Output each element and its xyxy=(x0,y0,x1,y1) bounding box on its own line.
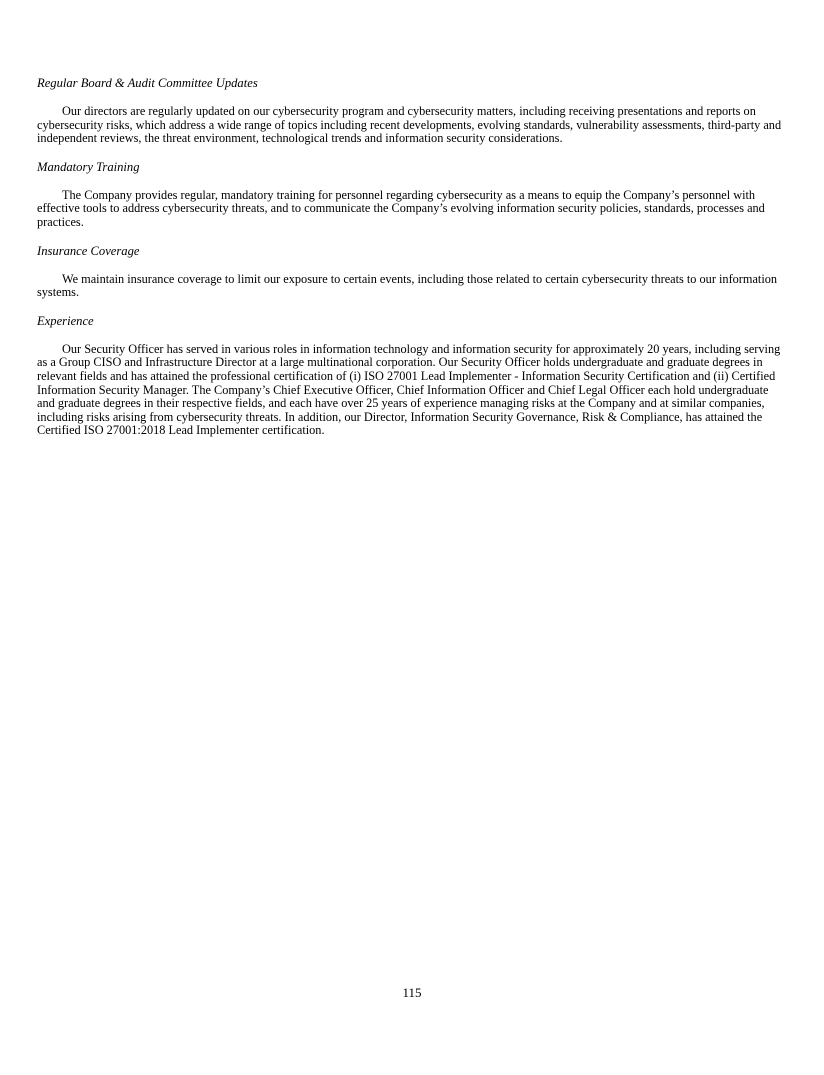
section-insurance-coverage xyxy=(37,244,787,300)
section-body: We maintain insurance coverage to limit our exposure to certain events, including those related to certain cybersecurity threats to our information systems. xyxy=(37,271,778,300)
page-number: 115 xyxy=(402,985,422,1000)
section-experience xyxy=(37,314,787,438)
section-mandatory-training xyxy=(37,160,787,230)
section-heading: Mandatory Training xyxy=(37,159,140,174)
document-page xyxy=(37,76,787,452)
section-heading: Experience xyxy=(37,313,94,328)
section-heading: Regular Board & Audit Committee Updates xyxy=(37,76,258,90)
section-board-updates xyxy=(37,76,787,146)
section-heading: Insurance Coverage xyxy=(37,243,140,258)
section-body: Our Security Officer has served in various roles in information technology and information security for approximately 20 years, including serving as a Group CISO and Infrastructure Director at a large multinational corporation. Our Security Officer holds undergraduate and graduate degrees in relevant fields and has attained the professional certification of (i) ISO 27001 Lead Implementer - Information Security Certification and (ii) Certified Information Security Manager. The Company’s Chief Executive Officer, Chief Information Officer and Chief Legal Officer each hold undergraduate and graduate degrees in their respective fields, and each have over 25 years of experience managing risks at the Company and at similar companies, including risks arising from cybersecurity threats. In addition, our Director, Information Security Governance, Risk & Compliance, has attained the Certified ISO 27001:2018 Lead Implementer certification. xyxy=(37,341,781,438)
section-body: The Company provides regular, mandatory training for personnel regarding cybersecurity as a means to equip the Company’s personnel with effective tools to address cybersecurity threats, and to communicate the Company’s evolving information security policies, standards, processes and practices. xyxy=(37,187,765,229)
section-body: Our directors are regularly updated on our cybersecurity program and cybersecurity matters, including receiving presentations and reports on cybersecurity risks, which address a wide range of topics including recent developments, evolving standards, vulnerability assessments, third-party and independent reviews, the threat environment, technological trends and information security considerations. xyxy=(37,104,782,146)
